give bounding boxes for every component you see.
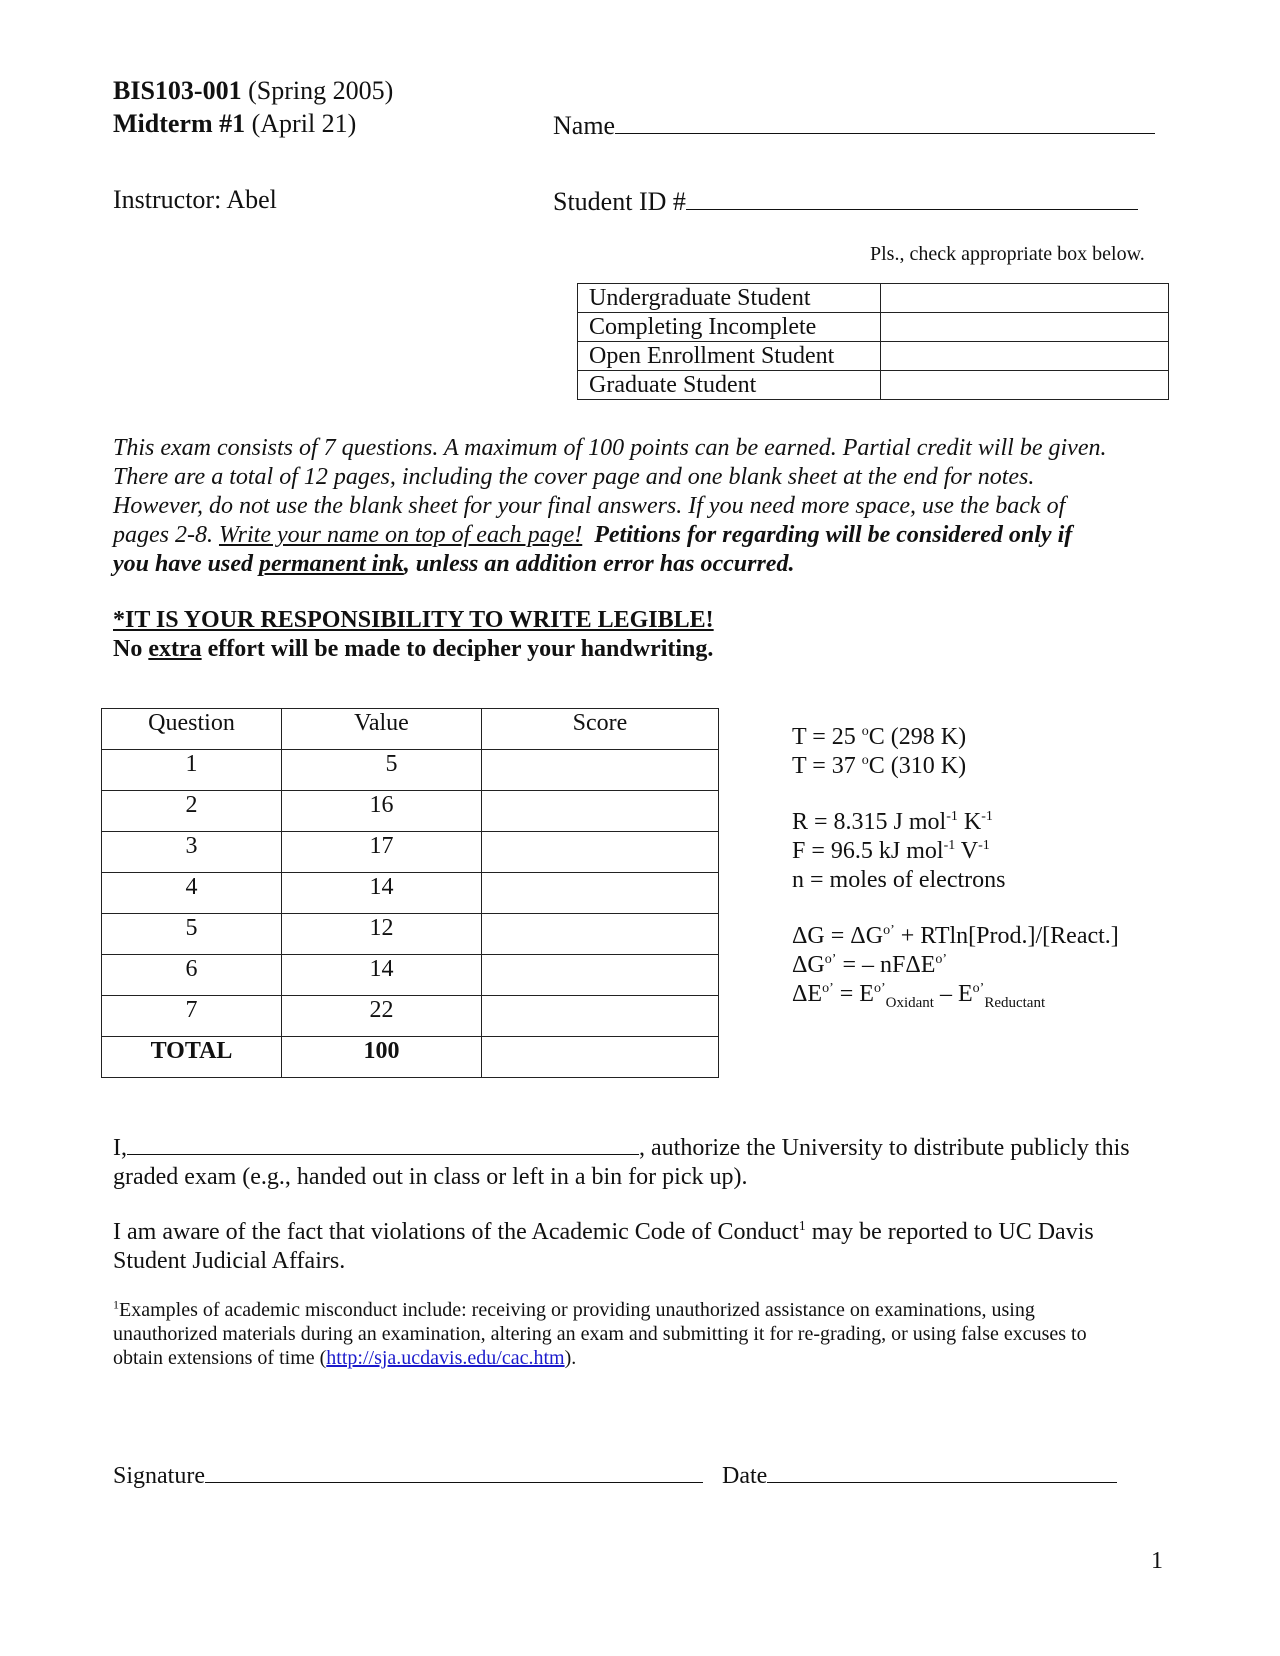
exam-name: Midterm #1 (113, 109, 246, 138)
equation-text: – E (933, 981, 973, 1007)
conduct-text: I am aware of the fact that violations of the Academic Code of Conduct (113, 1219, 799, 1245)
name-blank[interactable] (615, 109, 1155, 134)
constant-sup: -1 (943, 838, 956, 853)
equation-free-energy (792, 922, 1119, 951)
footnote-line (113, 1298, 1087, 1322)
student-id-blank[interactable] (686, 185, 1138, 210)
total-score-cell[interactable] (482, 1037, 719, 1078)
equation-sup: o’ (873, 981, 886, 996)
equation-text: = E (833, 981, 874, 1007)
instructions-name-reminder: Write your name on top of each page! (218, 522, 583, 548)
student-id-field (553, 185, 1138, 217)
question-value: 14 (282, 955, 482, 996)
constant-sup: -1 (981, 809, 993, 824)
date-blank[interactable] (767, 1458, 1117, 1483)
instructions-petition: Petitions for regarding will be considered only if (594, 522, 1073, 548)
legibility-extra: extra (148, 636, 202, 662)
equation-sup: o’ (883, 923, 895, 938)
instructions-line: There are a total of 12 pages, including the cover page and one blank sheet at the end for notes. (113, 464, 1035, 490)
student-id-label: Student ID # (553, 187, 686, 216)
footnote-text: Examples of academic misconduct include: receiving or providing unauthorized assistance on examinations, using (119, 1299, 1035, 1321)
header-score: Score (482, 709, 719, 750)
constant-text: C (310 K) (868, 753, 967, 779)
footnote (113, 1298, 1087, 1370)
constant-text: T = 37 (792, 753, 862, 779)
course-term: (Spring 2005) (248, 76, 394, 105)
name-field (553, 109, 1155, 141)
score-cell[interactable] (482, 955, 719, 996)
instructions-line: However, do not use the blank sheet for your final answers. If you need more space, use the back of (113, 493, 1066, 519)
exam-instructions (113, 434, 1106, 579)
table-row (102, 955, 719, 996)
page-number: 1 (1151, 1548, 1163, 1574)
status-checkbox-incomplete[interactable] (881, 313, 1169, 342)
legibility-heading: *IT IS YOUR RESPONSIBILITY TO WRITE LEGIBLE! (113, 607, 714, 633)
question-number: 4 (102, 873, 282, 914)
instructions-line: This exam consists of 7 questions. A maximum of 100 points can be earned. Partial credit will be given. (113, 435, 1107, 461)
question-number: 2 (102, 791, 282, 832)
status-instruction: Pls., check appropriate box below. (870, 243, 1145, 265)
faraday-constant (792, 837, 1119, 866)
table-row (102, 914, 719, 955)
score-cell[interactable] (482, 914, 719, 955)
status-checkbox-open-enrollment[interactable] (881, 342, 1169, 371)
question-number: 3 (102, 832, 282, 873)
name-label: Name (553, 111, 616, 140)
constant-sup: -1 (978, 838, 990, 853)
conduct-statement (113, 1218, 1094, 1276)
temperature-37 (792, 752, 1119, 781)
score-cell[interactable] (482, 832, 719, 873)
exam-date: (April 21) (251, 109, 357, 138)
footnote-line: unauthorized materials during an examination, altering an exam and submitting it for re-grading, or using false excuses to (113, 1323, 1087, 1345)
instructions-text: you have used (113, 551, 259, 577)
signature-field (113, 1458, 703, 1490)
footnote-line (113, 1346, 1087, 1370)
constant-text: F = 96.5 kJ mol (792, 838, 944, 864)
footnote-text: obtain extensions of time ( (113, 1347, 327, 1369)
equation-standard-free-energy (792, 951, 1119, 980)
instructions-permanent-ink: permanent ink (259, 551, 404, 577)
score-cell[interactable] (482, 873, 719, 914)
question-value: 12 (282, 914, 482, 955)
header-value: Value (282, 709, 482, 750)
status-option-open-enrollment: Open Enrollment Student (578, 342, 881, 371)
equation-text: ΔG = ΔG (792, 923, 884, 949)
equation-sub: Oxidant (885, 994, 934, 1011)
conduct-code-link[interactable]: http://sja.ucdavis.edu/cac.htm (326, 1347, 565, 1369)
status-row (578, 371, 1169, 400)
status-option-incomplete: Completing Incomplete (578, 313, 881, 342)
instructions-line (113, 521, 1106, 550)
date-label: Date (722, 1463, 768, 1489)
question-number: 7 (102, 996, 282, 1037)
constants-block (792, 723, 1119, 1009)
question-number: 5 (102, 914, 282, 955)
equation-sup: o’ (935, 952, 948, 967)
constant-sup: o (861, 753, 869, 768)
status-option-undergraduate: Undergraduate Student (578, 284, 881, 313)
table-row (102, 791, 719, 832)
constant-text: C (298 K) (868, 724, 967, 750)
status-row (578, 342, 1169, 371)
status-checkbox-undergraduate[interactable] (881, 284, 1169, 313)
header-question: Question (102, 709, 282, 750)
electron-moles: n = moles of electrons (792, 867, 1006, 893)
legibility-notice (113, 606, 714, 664)
score-cell[interactable] (482, 750, 719, 791)
status-option-graduate: Graduate Student (578, 371, 881, 400)
equation-text: ΔG (792, 952, 825, 978)
constant-sup: o (861, 724, 869, 739)
table-row (102, 750, 719, 791)
constant-text: V (955, 838, 979, 864)
total-row (102, 1037, 719, 1078)
question-number: 6 (102, 955, 282, 996)
conduct-line: Student Judicial Affairs. (113, 1248, 346, 1274)
authorization-statement (113, 1130, 1130, 1192)
score-table (101, 708, 719, 1078)
signature-blank[interactable] (205, 1458, 703, 1483)
authorization-prefix: I, (113, 1135, 127, 1161)
equation-sup: o’ (824, 952, 837, 967)
constant-text: K (957, 809, 982, 835)
footnote-reference: 1 (798, 1219, 806, 1234)
equation-sup: o’ (972, 981, 985, 996)
equation-reduction-potential (792, 980, 1119, 1009)
instructions-line (113, 550, 1106, 579)
instructor: Instructor: Abel (113, 185, 277, 214)
question-number: 1 (102, 750, 282, 791)
question-value: 22 (282, 996, 482, 1037)
instructions-text: pages 2-8. (113, 522, 219, 548)
score-table-header (102, 709, 719, 750)
temperature-25 (792, 723, 1119, 752)
signature-label: Signature (113, 1463, 205, 1489)
student-status-table (577, 283, 1169, 400)
authorization-suffix: , authorize the University to distribute publicly this (639, 1135, 1130, 1161)
question-value: 16 (282, 791, 482, 832)
constant-sup: -1 (946, 809, 958, 824)
footnote-marker: 1 (113, 1297, 119, 1312)
legibility-text-part: effort will be made to decipher your handwriting. (201, 636, 714, 662)
equation-text: ΔE (792, 981, 823, 1007)
equation-text: + RTln[Prod.]/[React.] (894, 923, 1119, 949)
question-value: 14 (282, 873, 482, 914)
legibility-text-part: No (113, 636, 149, 662)
equation-sub: Reductant (984, 994, 1046, 1011)
date-field (722, 1458, 1117, 1490)
authorization-line: graded exam (e.g., handed out in class or left in a bin for pick up). (113, 1164, 748, 1190)
footnote-text: ). (564, 1347, 577, 1369)
table-row (102, 873, 719, 914)
status-row (578, 313, 1169, 342)
table-row (102, 996, 719, 1037)
course-code: BIS103-001 (113, 76, 242, 105)
total-label: TOTAL (102, 1037, 282, 1078)
authorization-line (113, 1130, 1130, 1163)
authorization-name-blank[interactable] (127, 1130, 639, 1155)
instructions-text: , unless an addition error has occurred. (403, 551, 795, 577)
conduct-line (113, 1218, 1094, 1247)
question-value: 5 (282, 750, 482, 791)
status-checkbox-graduate[interactable] (881, 371, 1169, 400)
conduct-text: may be reported to UC Davis (805, 1219, 1094, 1245)
status-row (578, 284, 1169, 313)
score-cell[interactable] (482, 791, 719, 832)
legibility-text (113, 635, 714, 664)
total-value: 100 (282, 1037, 482, 1078)
exam-title (113, 109, 356, 139)
equation-sup: o’ (822, 981, 834, 996)
constant-text: R = 8.315 J mol (792, 809, 947, 835)
constant-text: T = 25 (792, 724, 862, 750)
gas-constant (792, 808, 1119, 837)
equation-text: = – nFΔE (836, 952, 936, 978)
table-row (102, 832, 719, 873)
course-title (113, 76, 393, 106)
score-cell[interactable] (482, 996, 719, 1037)
question-value: 17 (282, 832, 482, 873)
